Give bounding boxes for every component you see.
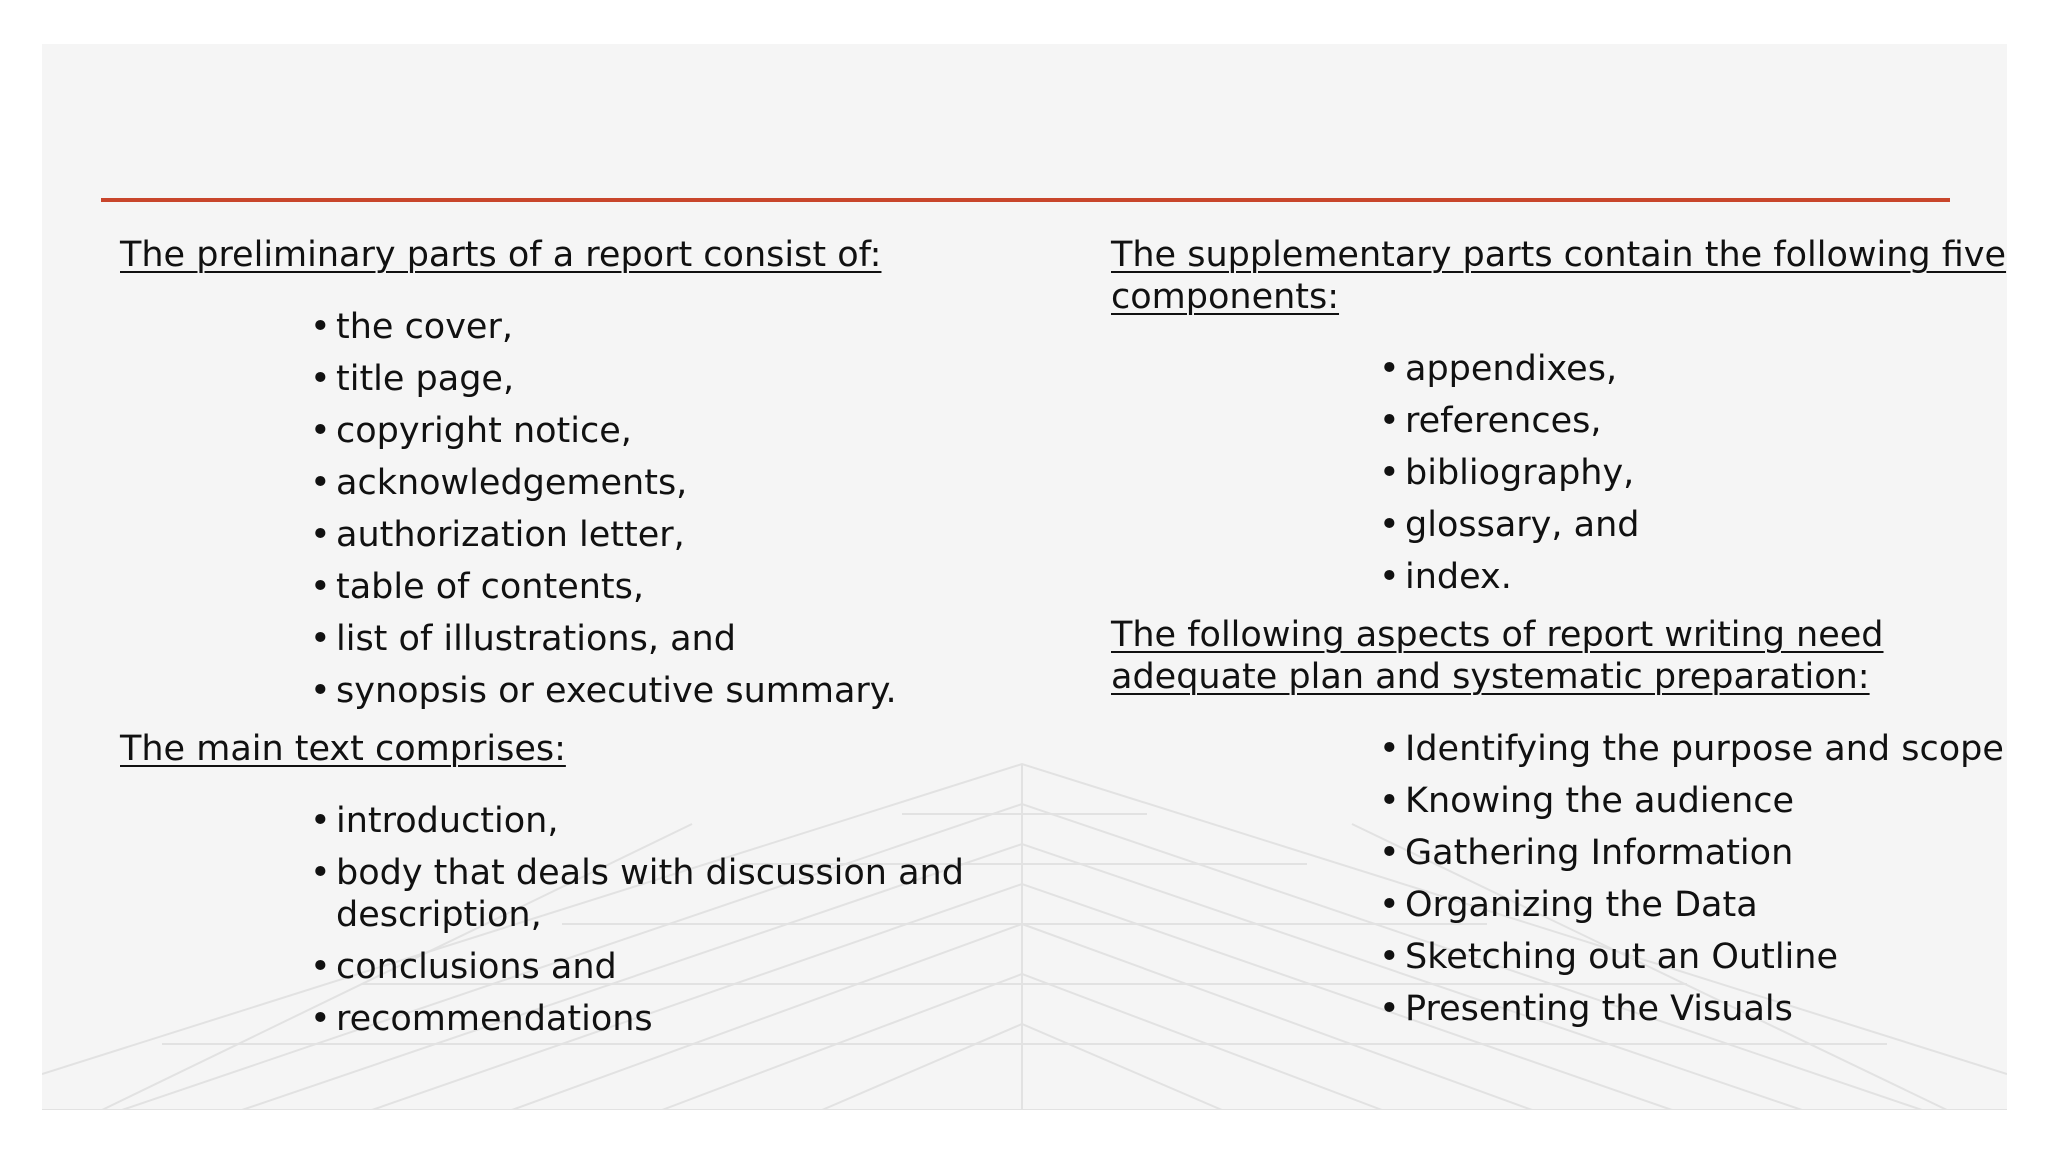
list-item: • introduction, [310,800,1080,842]
list-item: • title page, [310,358,1080,400]
right-column [1111,234,2007,1040]
list-item: • synopsis or executive summary. [310,670,1080,712]
slide [42,44,2007,1110]
list-item: • copyright notice, [310,410,1080,452]
list-item: • index. [1379,556,2007,598]
list-item: • glossary, and [1379,504,2007,546]
left-column [120,234,1080,1050]
list-item: • table of contents, [310,566,1080,608]
list-item: • bibliography, [1379,452,2007,494]
preliminary-parts-list [310,306,1080,712]
list-item: • acknowledgements, [310,462,1080,504]
list-item: • authorization letter, [310,514,1080,556]
main-text-heading: The main text comprises: [120,729,566,769]
list-item: • Gathering Information [1379,832,2007,874]
list-item: • references, [1379,400,2007,442]
list-item: • Organizing the Data [1379,884,2007,926]
list-item: • appendixes, [1379,348,2007,390]
report-aspects-list [1379,728,2007,1030]
list-item: • recommendations [310,998,1080,1040]
list-item: • Identifying the purpose and scope [1379,728,2007,770]
list-item: • Presenting the Visuals [1379,988,2007,1030]
accent-divider-line [101,198,1950,202]
list-item: • Sketching out an Outline [1379,936,2007,978]
preliminary-parts-heading: The preliminary parts of a report consist of: [120,235,882,275]
list-item: • Knowing the audience [1379,780,2007,822]
list-item: • body that deals with discussion and description, [310,852,996,936]
list-item: • conclusions and [310,946,1080,988]
main-text-list [310,800,1080,1040]
list-item: • the cover, [310,306,1080,348]
supplementary-parts-list [1379,348,2007,598]
report-aspects-heading: The following aspects of report writing need adequate plan and systematic preparation: [1111,615,1884,697]
supplementary-parts-heading: The supplementary parts contain the following five components: [1111,235,2007,317]
list-item: • list of illustrations, and [310,618,1080,660]
